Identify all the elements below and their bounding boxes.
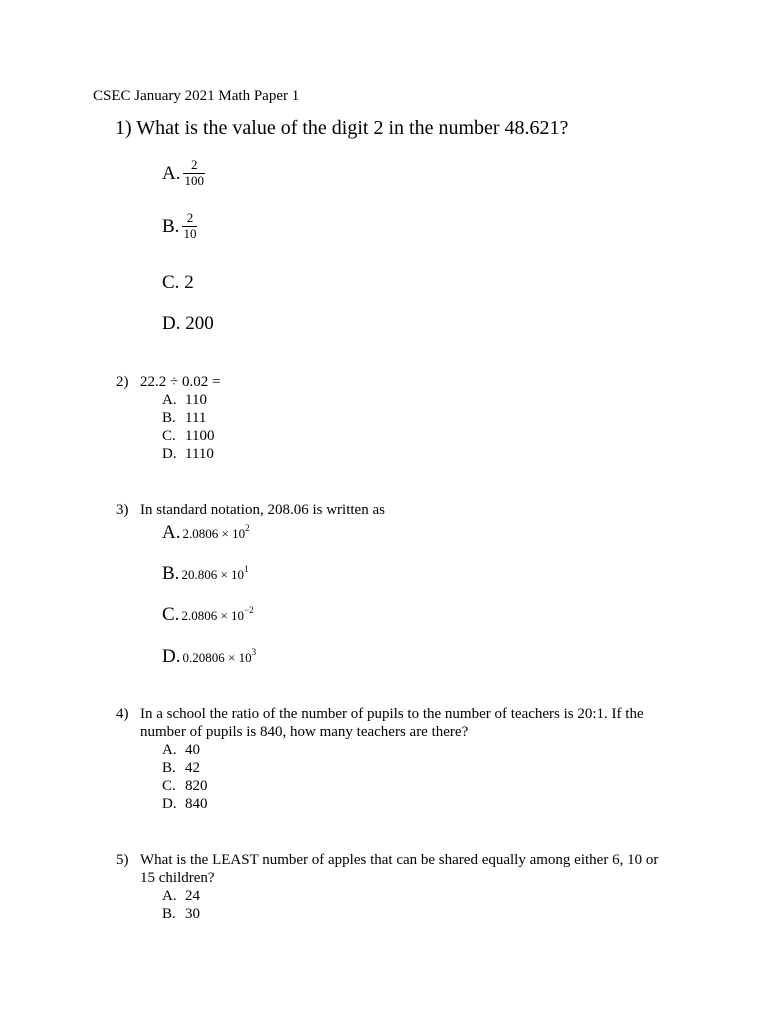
option-letter: A. [162, 742, 177, 758]
option-value: 111 [185, 410, 207, 426]
fraction [182, 211, 197, 242]
sci-exponent: −2 [244, 604, 254, 615]
q5-option-a [162, 889, 200, 904]
sci-mantissa: 0.20806 × 10 [182, 650, 252, 665]
q1-option-a [162, 158, 205, 189]
option-value: 24 [185, 888, 200, 904]
q3-option-c [162, 605, 254, 624]
option-letter: C. [162, 778, 176, 794]
option-value: 2 [184, 272, 194, 293]
option-letter: C. [162, 604, 180, 625]
page-title: CSEC January 2021 Math Paper 1 [93, 88, 300, 104]
q4-option-d [162, 797, 208, 812]
question-number: 2) [116, 374, 129, 390]
option-value: 840 [185, 796, 208, 812]
option-letter: D. [162, 646, 181, 667]
sci-notation [182, 522, 250, 541]
option-letter: B. [162, 215, 180, 237]
option-letter: D. [162, 446, 177, 462]
fraction-denominator: 10 [183, 225, 197, 241]
question-3 [116, 503, 385, 518]
q5-option-b [162, 907, 200, 922]
q4-option-a [162, 743, 200, 758]
fraction-denominator: 100 [184, 172, 204, 188]
q4-option-b [162, 761, 200, 776]
sci-mantissa: 2.0806 × 10 [182, 526, 246, 541]
option-letter: B. [162, 410, 176, 426]
option-value: 40 [185, 742, 200, 758]
question-text: 22.2 ÷ 0.02 = [140, 374, 221, 390]
q1-option-b [162, 211, 197, 242]
question-1-text: 1) What is the value of the digit 2 in the number 48.621? [115, 117, 569, 139]
sci-notation [181, 563, 249, 582]
option-letter: A. [162, 162, 181, 184]
question-text-line-1: In a school the ratio of the number of pupils to the number of teachers is 20:1. If the [140, 706, 644, 722]
sci-exponent: 3 [251, 646, 257, 657]
q1-option-c [162, 273, 194, 292]
option-value: 30 [185, 906, 200, 922]
question-text-line-2: number of pupils is 840, how many teachers are there? [140, 724, 469, 740]
fraction-numerator: 2 [186, 210, 194, 225]
option-letter: D. [162, 796, 177, 812]
q4-option-c [162, 779, 208, 794]
fraction-numerator: 2 [190, 157, 198, 172]
option-letter: C. [162, 272, 180, 293]
question-number: 5) [116, 852, 129, 868]
option-letter: A. [162, 522, 181, 543]
option-letter: A. [162, 392, 177, 408]
option-letter: B. [162, 906, 176, 922]
sci-mantissa: 20.806 × 10 [181, 567, 245, 582]
sci-exponent: 1 [244, 563, 249, 574]
question-4 [116, 707, 644, 722]
q1-option-d [162, 314, 214, 333]
option-value: 42 [185, 760, 200, 776]
option-value: 1110 [185, 446, 214, 462]
q3-option-a [162, 523, 250, 542]
option-letter: B. [162, 760, 176, 776]
option-value: 200 [185, 313, 214, 334]
sci-exponent: 2 [245, 522, 250, 533]
option-letter: B. [162, 563, 180, 584]
q2-option-b [162, 411, 206, 426]
option-letter: A. [162, 888, 177, 904]
sci-notation [182, 646, 257, 665]
sci-notation [181, 604, 254, 623]
question-number: 3) [116, 502, 129, 518]
sci-mantissa: 2.0806 × 10 [181, 608, 245, 623]
question-5 [116, 853, 658, 868]
q2-option-d [162, 447, 214, 462]
option-value: 820 [185, 778, 208, 794]
question-text-line-2: 15 children? [140, 870, 215, 886]
fraction [183, 158, 205, 189]
q3-option-d [162, 647, 256, 666]
option-value: 110 [185, 392, 207, 408]
question-number: 4) [116, 706, 129, 722]
question-2 [116, 375, 220, 390]
q2-option-c [162, 429, 214, 444]
q2-option-a [162, 393, 207, 408]
option-letter: D. [162, 313, 181, 334]
q3-option-b [162, 564, 249, 583]
question-text: In standard notation, 208.06 is written as [140, 502, 385, 518]
option-letter: C. [162, 428, 176, 444]
option-value: 1100 [185, 428, 215, 444]
question-text-line-1: What is the LEAST number of apples that can be shared equally among either 6, 10 or [140, 852, 659, 868]
